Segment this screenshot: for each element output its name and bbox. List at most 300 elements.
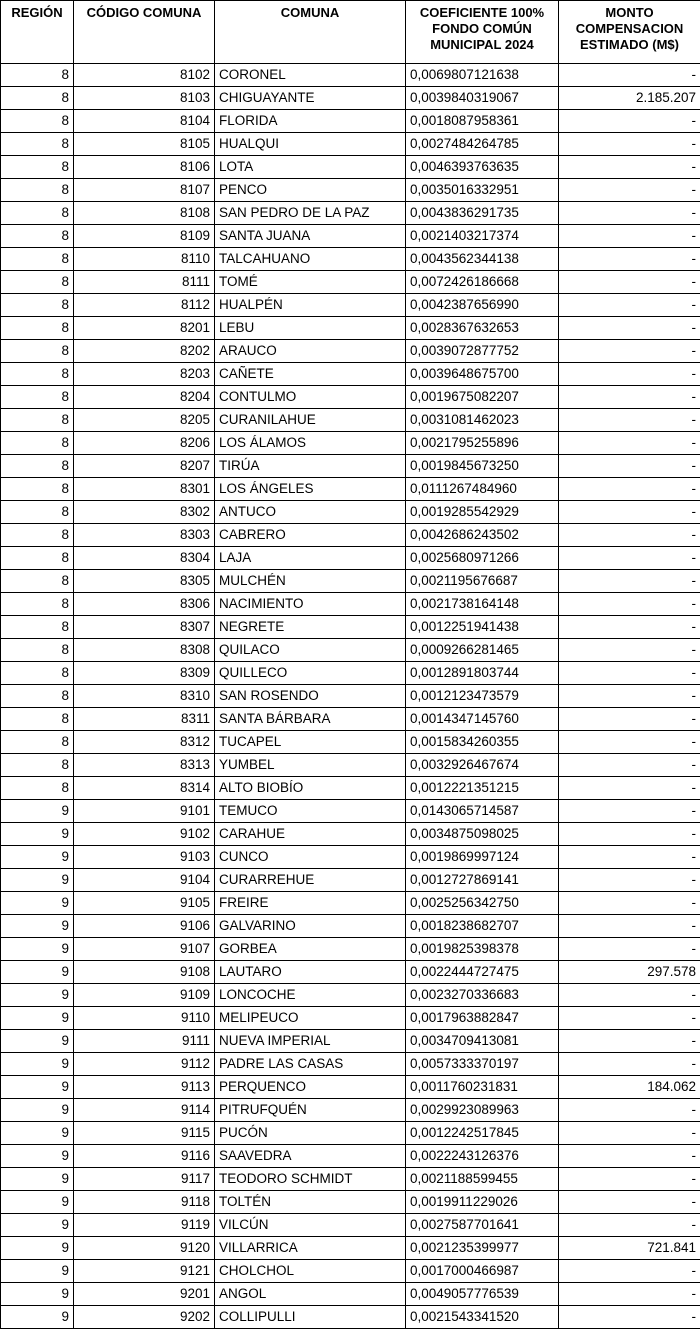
cell-commune-code: 9109 xyxy=(74,984,215,1007)
cell-region: 8 xyxy=(1,593,74,616)
cell-compensation-amount: - xyxy=(559,110,700,133)
table-row xyxy=(1,616,700,639)
cell-region: 8 xyxy=(1,501,74,524)
cell-commune: MELIPEUCO xyxy=(215,1007,406,1030)
cell-commune: CHOLCHOL xyxy=(215,1260,406,1283)
cell-compensation-amount: - xyxy=(559,1145,700,1168)
cell-region: 8 xyxy=(1,547,74,570)
cell-coefficient: 0,0039648675700 xyxy=(406,363,559,386)
table-header xyxy=(1,1,700,64)
cell-region: 8 xyxy=(1,156,74,179)
cell-region: 8 xyxy=(1,478,74,501)
cell-coefficient: 0,0031081462023 xyxy=(406,409,559,432)
cell-commune: TALCAHUANO xyxy=(215,248,406,271)
cell-coefficient: 0,0043562344138 xyxy=(406,248,559,271)
cell-coefficient: 0,0049057776539 xyxy=(406,1283,559,1306)
cell-compensation-amount: - xyxy=(559,478,700,501)
cell-commune-code: 8313 xyxy=(74,754,215,777)
cell-coefficient: 0,0019869997124 xyxy=(406,846,559,869)
cell-commune-code: 9103 xyxy=(74,846,215,869)
cell-compensation-amount: - xyxy=(559,800,700,823)
cell-compensation-amount: - xyxy=(559,501,700,524)
table-row xyxy=(1,1007,700,1030)
cell-region: 9 xyxy=(1,800,74,823)
cell-compensation-amount: - xyxy=(559,1214,700,1237)
cell-region: 9 xyxy=(1,1007,74,1030)
cell-region: 8 xyxy=(1,455,74,478)
cell-region: 8 xyxy=(1,202,74,225)
cell-commune: LOS ÁNGELES xyxy=(215,478,406,501)
cell-commune-code: 9120 xyxy=(74,1237,215,1260)
table-row xyxy=(1,1076,700,1099)
cell-region: 8 xyxy=(1,248,74,271)
cell-region: 8 xyxy=(1,225,74,248)
cell-commune: FREIRE xyxy=(215,892,406,915)
cell-region: 9 xyxy=(1,1306,74,1329)
cell-coefficient: 0,0021188599455 xyxy=(406,1168,559,1191)
cell-commune: TOLTÉN xyxy=(215,1191,406,1214)
cell-coefficient: 0,0012221351215 xyxy=(406,777,559,800)
cell-commune: CORONEL xyxy=(215,64,406,87)
cell-compensation-amount: - xyxy=(559,363,700,386)
table-row xyxy=(1,363,700,386)
cell-coefficient: 0,0021403217374 xyxy=(406,225,559,248)
cell-commune-code: 8308 xyxy=(74,639,215,662)
cell-region: 9 xyxy=(1,892,74,915)
cell-coefficient: 0,0032926467674 xyxy=(406,754,559,777)
cell-commune-code: 9112 xyxy=(74,1053,215,1076)
cell-commune: SANTA JUANA xyxy=(215,225,406,248)
table-row xyxy=(1,662,700,685)
cell-commune-code: 8109 xyxy=(74,225,215,248)
cell-commune-code: 8105 xyxy=(74,133,215,156)
table-row xyxy=(1,915,700,938)
cell-region: 8 xyxy=(1,386,74,409)
cell-region: 8 xyxy=(1,294,74,317)
cell-commune: TEODORO SCHMIDT xyxy=(215,1168,406,1191)
table-row xyxy=(1,938,700,961)
cell-compensation-amount: - xyxy=(559,455,700,478)
cell-compensation-amount: - xyxy=(559,685,700,708)
table-row xyxy=(1,455,700,478)
cell-commune-code: 9117 xyxy=(74,1168,215,1191)
cell-coefficient: 0,0019911229026 xyxy=(406,1191,559,1214)
cell-coefficient: 0,0057333370197 xyxy=(406,1053,559,1076)
cell-commune: CAÑETE xyxy=(215,363,406,386)
cell-region: 8 xyxy=(1,731,74,754)
cell-compensation-amount: - xyxy=(559,409,700,432)
cell-coefficient: 0,0069807121638 xyxy=(406,64,559,87)
table-row xyxy=(1,110,700,133)
table-row xyxy=(1,869,700,892)
cell-compensation-amount: - xyxy=(559,1306,700,1329)
cell-coefficient: 0,0022444727475 xyxy=(406,961,559,984)
cell-commune-code: 9105 xyxy=(74,892,215,915)
cell-commune-code: 8207 xyxy=(74,455,215,478)
cell-commune-code: 8202 xyxy=(74,340,215,363)
table-row xyxy=(1,409,700,432)
cell-coefficient: 0,0027484264785 xyxy=(406,133,559,156)
cell-compensation-amount: - xyxy=(559,1168,700,1191)
cell-commune: ARAUCO xyxy=(215,340,406,363)
cell-region: 8 xyxy=(1,662,74,685)
cell-coefficient: 0,0046393763635 xyxy=(406,156,559,179)
cell-region: 9 xyxy=(1,1030,74,1053)
cell-commune: CHIGUAYANTE xyxy=(215,87,406,110)
cell-commune-code: 8306 xyxy=(74,593,215,616)
cell-region: 8 xyxy=(1,87,74,110)
cell-commune-code: 8112 xyxy=(74,294,215,317)
cell-region: 9 xyxy=(1,1076,74,1099)
cell-commune-code: 8104 xyxy=(74,110,215,133)
cell-region: 9 xyxy=(1,984,74,1007)
cell-region: 8 xyxy=(1,708,74,731)
cell-coefficient: 0,0042387656990 xyxy=(406,294,559,317)
cell-commune: CURARREHUE xyxy=(215,869,406,892)
cell-compensation-amount: - xyxy=(559,892,700,915)
table-row xyxy=(1,823,700,846)
table-row xyxy=(1,156,700,179)
table-row xyxy=(1,685,700,708)
cell-commune: NUEVA IMPERIAL xyxy=(215,1030,406,1053)
cell-compensation-amount: - xyxy=(559,570,700,593)
table-row xyxy=(1,570,700,593)
cell-commune: PITRUFQUÉN xyxy=(215,1099,406,1122)
cell-commune: LONCOCHE xyxy=(215,984,406,1007)
cell-coefficient: 0,0012123473579 xyxy=(406,685,559,708)
cell-coefficient: 0,0023270336683 xyxy=(406,984,559,1007)
table-row xyxy=(1,1122,700,1145)
cell-commune: VILLARRICA xyxy=(215,1237,406,1260)
cell-compensation-amount: - xyxy=(559,708,700,731)
cell-region: 8 xyxy=(1,317,74,340)
table-row xyxy=(1,984,700,1007)
cell-commune: TEMUCO xyxy=(215,800,406,823)
table-row xyxy=(1,1145,700,1168)
cell-compensation-amount: - xyxy=(559,846,700,869)
cell-coefficient: 0,0034875098025 xyxy=(406,823,559,846)
cell-compensation-amount: - xyxy=(559,179,700,202)
cell-commune: NACIMIENTO xyxy=(215,593,406,616)
cell-compensation-amount: - xyxy=(559,938,700,961)
cell-commune-code: 8206 xyxy=(74,432,215,455)
cell-coefficient: 0,0022243126376 xyxy=(406,1145,559,1168)
cell-region: 8 xyxy=(1,64,74,87)
cell-commune-code: 9106 xyxy=(74,915,215,938)
table-row xyxy=(1,248,700,271)
cell-coefficient: 0,0021543341520 xyxy=(406,1306,559,1329)
cell-region: 9 xyxy=(1,1122,74,1145)
cell-coefficient: 0,0111267484960 xyxy=(406,478,559,501)
cell-compensation-amount: - xyxy=(559,156,700,179)
cell-commune-code: 9202 xyxy=(74,1306,215,1329)
cell-region: 8 xyxy=(1,363,74,386)
cell-coefficient: 0,0019285542929 xyxy=(406,501,559,524)
cell-commune-code: 8310 xyxy=(74,685,215,708)
cell-compensation-amount: 297.578 xyxy=(559,961,700,984)
cell-commune-code: 8311 xyxy=(74,708,215,731)
cell-compensation-amount: - xyxy=(559,1260,700,1283)
table-row xyxy=(1,846,700,869)
cell-commune: HUALPÉN xyxy=(215,294,406,317)
table-row xyxy=(1,1099,700,1122)
cell-coefficient: 0,0018238682707 xyxy=(406,915,559,938)
table-row xyxy=(1,731,700,754)
cell-coefficient: 0,0042686243502 xyxy=(406,524,559,547)
cell-commune-code: 8111 xyxy=(74,271,215,294)
cell-commune-code: 8314 xyxy=(74,777,215,800)
cell-commune: FLORIDA xyxy=(215,110,406,133)
cell-commune-code: 9114 xyxy=(74,1099,215,1122)
table-row xyxy=(1,1191,700,1214)
cell-commune: MULCHÉN xyxy=(215,570,406,593)
table-row xyxy=(1,1030,700,1053)
cell-commune: CUNCO xyxy=(215,846,406,869)
cell-compensation-amount: - xyxy=(559,294,700,317)
cell-region: 9 xyxy=(1,1214,74,1237)
table-row xyxy=(1,961,700,984)
cell-commune: SANTA BÁRBARA xyxy=(215,708,406,731)
cell-coefficient: 0,0021195676687 xyxy=(406,570,559,593)
cell-commune-code: 8302 xyxy=(74,501,215,524)
cell-commune: SAN ROSENDO xyxy=(215,685,406,708)
cell-region: 9 xyxy=(1,1191,74,1214)
cell-commune-code: 8103 xyxy=(74,87,215,110)
cell-compensation-amount: - xyxy=(559,1053,700,1076)
cell-commune-code: 9104 xyxy=(74,869,215,892)
cell-commune: CABRERO xyxy=(215,524,406,547)
cell-commune-code: 8309 xyxy=(74,662,215,685)
cell-commune: CURANILAHUE xyxy=(215,409,406,432)
cell-commune-code: 9115 xyxy=(74,1122,215,1145)
cell-coefficient: 0,0017963882847 xyxy=(406,1007,559,1030)
cell-region: 9 xyxy=(1,1168,74,1191)
cell-coefficient: 0,0027587701641 xyxy=(406,1214,559,1237)
cell-region: 8 xyxy=(1,110,74,133)
cell-region: 8 xyxy=(1,179,74,202)
table-row xyxy=(1,501,700,524)
cell-region: 9 xyxy=(1,938,74,961)
table-row xyxy=(1,202,700,225)
table-row xyxy=(1,271,700,294)
cell-coefficient: 0,0019825398378 xyxy=(406,938,559,961)
table-row xyxy=(1,87,700,110)
cell-region: 8 xyxy=(1,409,74,432)
cell-compensation-amount: - xyxy=(559,1007,700,1030)
table-row xyxy=(1,478,700,501)
cell-commune: ANTUCO xyxy=(215,501,406,524)
header-commune: COMUNA xyxy=(215,1,406,64)
cell-commune: LOTA xyxy=(215,156,406,179)
table-row xyxy=(1,340,700,363)
cell-coefficient: 0,0025680971266 xyxy=(406,547,559,570)
cell-compensation-amount: - xyxy=(559,1283,700,1306)
header-coefficient: COEFICIENTE 100% FONDO COMÚN MUNICIPAL 2024 xyxy=(406,1,559,64)
cell-coefficient: 0,0021795255896 xyxy=(406,432,559,455)
cell-region: 9 xyxy=(1,823,74,846)
cell-compensation-amount: - xyxy=(559,869,700,892)
cell-commune: PENCO xyxy=(215,179,406,202)
cell-compensation-amount: - xyxy=(559,662,700,685)
cell-compensation-amount: - xyxy=(559,271,700,294)
table-row xyxy=(1,1306,700,1329)
cell-region: 8 xyxy=(1,639,74,662)
cell-commune-code: 9102 xyxy=(74,823,215,846)
cell-region: 8 xyxy=(1,432,74,455)
table-row xyxy=(1,708,700,731)
header-region: REGIÓN xyxy=(1,1,74,64)
cell-compensation-amount: - xyxy=(559,547,700,570)
cell-commune-code: 8305 xyxy=(74,570,215,593)
cell-commune-code: 8204 xyxy=(74,386,215,409)
cell-compensation-amount: - xyxy=(559,1191,700,1214)
cell-region: 9 xyxy=(1,846,74,869)
table-row xyxy=(1,133,700,156)
table-row xyxy=(1,777,700,800)
cell-region: 9 xyxy=(1,961,74,984)
cell-commune-code: 8301 xyxy=(74,478,215,501)
cell-compensation-amount: - xyxy=(559,915,700,938)
cell-compensation-amount: - xyxy=(559,340,700,363)
cell-compensation-amount: 721.841 xyxy=(559,1237,700,1260)
cell-commune: QUILACO xyxy=(215,639,406,662)
cell-compensation-amount: - xyxy=(559,754,700,777)
cell-commune-code: 9118 xyxy=(74,1191,215,1214)
table-row xyxy=(1,892,700,915)
table-row xyxy=(1,317,700,340)
cell-commune: YUMBEL xyxy=(215,754,406,777)
cell-region: 9 xyxy=(1,1099,74,1122)
cell-commune-code: 8312 xyxy=(74,731,215,754)
cell-commune-code: 9121 xyxy=(74,1260,215,1283)
cell-commune-code: 9111 xyxy=(74,1030,215,1053)
cell-coefficient: 0,0009266281465 xyxy=(406,639,559,662)
cell-commune-code: 8110 xyxy=(74,248,215,271)
cell-region: 9 xyxy=(1,1237,74,1260)
table-row xyxy=(1,639,700,662)
cell-region: 8 xyxy=(1,685,74,708)
cell-commune: HUALQUI xyxy=(215,133,406,156)
cell-commune-code: 9113 xyxy=(74,1076,215,1099)
cell-commune-code: 9116 xyxy=(74,1145,215,1168)
cell-coefficient: 0,0015834260355 xyxy=(406,731,559,754)
cell-commune: ALTO BIOBÍO xyxy=(215,777,406,800)
table-body xyxy=(1,64,700,1329)
cell-coefficient: 0,0012251941438 xyxy=(406,616,559,639)
cell-coefficient: 0,0039840319067 xyxy=(406,87,559,110)
cell-compensation-amount: - xyxy=(559,133,700,156)
cell-coefficient: 0,0018087958361 xyxy=(406,110,559,133)
cell-compensation-amount: - xyxy=(559,386,700,409)
cell-compensation-amount: - xyxy=(559,639,700,662)
cell-commune: TIRÚA xyxy=(215,455,406,478)
cell-commune: TUCAPEL xyxy=(215,731,406,754)
cell-coefficient: 0,0019845673250 xyxy=(406,455,559,478)
cell-compensation-amount: - xyxy=(559,984,700,1007)
cell-commune-code: 8201 xyxy=(74,317,215,340)
cell-coefficient: 0,0017000466987 xyxy=(406,1260,559,1283)
table-row xyxy=(1,1214,700,1237)
table-row xyxy=(1,1168,700,1191)
cell-region: 9 xyxy=(1,1260,74,1283)
cell-coefficient: 0,0029923089963 xyxy=(406,1099,559,1122)
cell-region: 9 xyxy=(1,1145,74,1168)
table-row xyxy=(1,294,700,317)
cell-commune: TOMÉ xyxy=(215,271,406,294)
table-row xyxy=(1,1283,700,1306)
cell-commune: PERQUENCO xyxy=(215,1076,406,1099)
cell-region: 9 xyxy=(1,1283,74,1306)
cell-commune-code: 9107 xyxy=(74,938,215,961)
cell-commune: CONTULMO xyxy=(215,386,406,409)
table-row xyxy=(1,1053,700,1076)
table-row xyxy=(1,179,700,202)
cell-compensation-amount: - xyxy=(559,823,700,846)
table-row xyxy=(1,386,700,409)
cell-commune: NEGRETE xyxy=(215,616,406,639)
table-row xyxy=(1,524,700,547)
cell-compensation-amount: - xyxy=(559,593,700,616)
cell-compensation-amount: - xyxy=(559,616,700,639)
cell-commune-code: 8106 xyxy=(74,156,215,179)
cell-coefficient: 0,0012727869141 xyxy=(406,869,559,892)
cell-commune-code: 8108 xyxy=(74,202,215,225)
table-row xyxy=(1,432,700,455)
cell-commune: GALVARINO xyxy=(215,915,406,938)
cell-compensation-amount: - xyxy=(559,731,700,754)
cell-commune-code: 8303 xyxy=(74,524,215,547)
cell-commune-code: 9201 xyxy=(74,1283,215,1306)
cell-region: 8 xyxy=(1,271,74,294)
cell-compensation-amount: - xyxy=(559,1099,700,1122)
cell-coefficient: 0,0021235399977 xyxy=(406,1237,559,1260)
cell-region: 9 xyxy=(1,915,74,938)
cell-commune: LAUTARO xyxy=(215,961,406,984)
cell-compensation-amount: - xyxy=(559,1122,700,1145)
cell-commune-code: 8203 xyxy=(74,363,215,386)
cell-commune-code: 9101 xyxy=(74,800,215,823)
cell-commune-code: 8107 xyxy=(74,179,215,202)
cell-region: 9 xyxy=(1,1053,74,1076)
cell-coefficient: 0,0035016332951 xyxy=(406,179,559,202)
cell-compensation-amount: - xyxy=(559,225,700,248)
cell-coefficient: 0,0012242517845 xyxy=(406,1122,559,1145)
cell-compensation-amount: - xyxy=(559,524,700,547)
cell-compensation-amount: - xyxy=(559,777,700,800)
cell-coefficient: 0,0143065714587 xyxy=(406,800,559,823)
cell-compensation-amount: - xyxy=(559,317,700,340)
cell-region: 8 xyxy=(1,754,74,777)
cell-commune-code: 9108 xyxy=(74,961,215,984)
cell-commune: GORBEA xyxy=(215,938,406,961)
cell-compensation-amount: - xyxy=(559,432,700,455)
cell-coefficient: 0,0072426186668 xyxy=(406,271,559,294)
cell-coefficient: 0,0043836291735 xyxy=(406,202,559,225)
header-row xyxy=(1,1,700,64)
cell-region: 8 xyxy=(1,133,74,156)
cell-commune: SAN PEDRO DE LA PAZ xyxy=(215,202,406,225)
cell-commune: LOS ÁLAMOS xyxy=(215,432,406,455)
cell-compensation-amount: - xyxy=(559,1030,700,1053)
cell-region: 8 xyxy=(1,616,74,639)
cell-commune-code: 8304 xyxy=(74,547,215,570)
cell-commune: LAJA xyxy=(215,547,406,570)
table-row xyxy=(1,1237,700,1260)
cell-compensation-amount: - xyxy=(559,248,700,271)
cell-coefficient: 0,0021738164148 xyxy=(406,593,559,616)
cell-compensation-amount: 2.185.207 xyxy=(559,87,700,110)
cell-commune-code: 8307 xyxy=(74,616,215,639)
